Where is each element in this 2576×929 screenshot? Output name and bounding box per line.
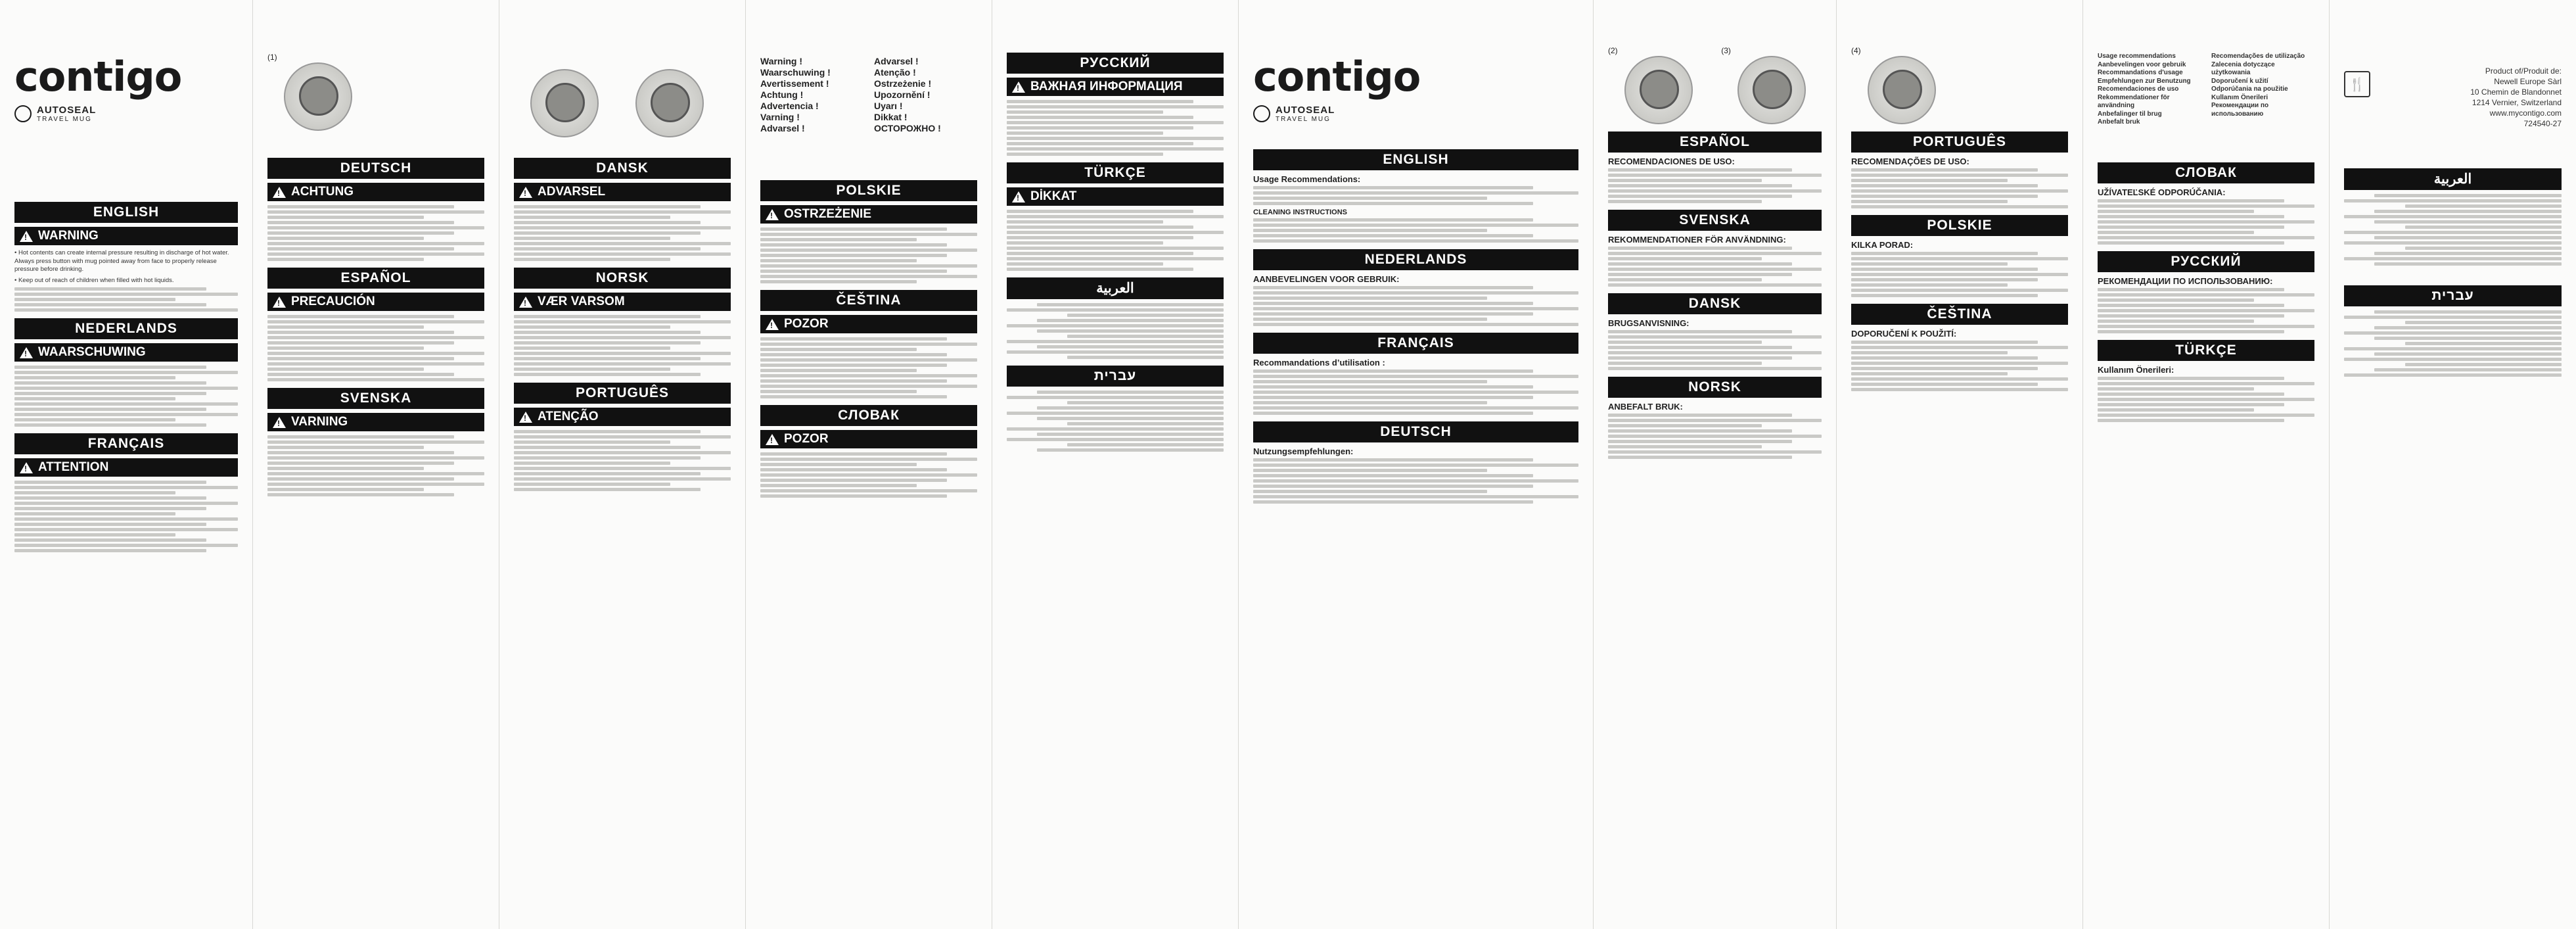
section-nederlands: NEDERLANDS <box>14 318 238 339</box>
section-svenska-usage: SVENSKA <box>1608 210 1822 231</box>
autoseal-icon <box>1253 105 1270 122</box>
section-espanol-usage: ESPAÑOL <box>1608 131 1822 153</box>
usage-title-pt: RECOMENDAÇÕES DE USO: <box>1851 156 1969 166</box>
brand-product-line: AUTOSEAL <box>37 105 97 116</box>
panel-usage-pt-pl-cs <box>1837 0 2083 929</box>
russian-warn-header: ! ВАЖНАЯ ИНФОРМАЦИЯ <box>1007 78 1224 96</box>
section-espanol: ESPAÑOL <box>267 268 484 289</box>
warning-icon <box>20 462 33 473</box>
brand-logo-2: contigo <box>1253 53 1421 101</box>
attention-header: ! ATTENTION <box>14 458 238 477</box>
section-russian-usage: РУССКИЙ <box>2098 251 2314 272</box>
warning-icon <box>766 319 779 330</box>
usage-title-es: RECOMENDACIONES DE USO: <box>1608 156 1735 166</box>
lid-illustration <box>1883 70 1922 109</box>
section-francais: FRANÇAIS <box>14 433 238 454</box>
panel-usage-en-nl-fr-de <box>1239 0 1594 929</box>
section-cestina: ČEŠTINA <box>760 290 977 311</box>
panel-de-es-sv <box>253 0 499 929</box>
warning-list-a: Warning ! Waarschuwing ! Avertissement ! Achtung ! Advertencia ! Varning ! Advarsel ! <box>760 56 831 133</box>
warning-header: ! WARNING <box>14 227 238 245</box>
warning-text-2: • Keep out of reach of children when filled with hot liquids. <box>14 276 174 284</box>
usage-title-no: ANBEFALT BRUK: <box>1608 402 1683 412</box>
figure-row-3: (4) <box>1851 46 2068 125</box>
warning-icon <box>273 297 286 308</box>
advarsel-header: ! ADVARSEL <box>514 183 731 201</box>
panel-usage-es-sv-da-no <box>1594 0 1837 929</box>
section-polskie-usage: POLSKIE <box>1851 215 2068 236</box>
warning-icon <box>766 434 779 445</box>
section-polskie: POLSKIE <box>760 180 977 201</box>
section-deutsch-usage: DEUTSCH <box>1253 421 1578 442</box>
warning-icon <box>20 347 33 358</box>
precaucion-header: ! PRECAUCIÓN <box>267 293 484 311</box>
brand-product-sub: TRAVEL MUG <box>37 116 92 123</box>
section-slovak-usage: СЛОВАК <box>2098 162 2314 183</box>
warning-icon <box>519 187 532 198</box>
usage-title-sv: REKOMMENDATIONER FÖR ANVÄNDNING: <box>1608 235 1786 245</box>
panel-back-ar-he <box>2330 0 2576 929</box>
section-russian: РУССКИЙ <box>1007 53 1224 74</box>
warning-icon <box>1012 191 1025 202</box>
vaer-varsom-header: ! VÆR VARSOM <box>514 293 731 311</box>
panel-cover <box>0 0 253 929</box>
usage-title-de: Nutzungsempfehlungen: <box>1253 446 1354 456</box>
section-nederlands-usage: NEDERLANDS <box>1253 249 1578 270</box>
usage-title-da: BRUGSANVISNING: <box>1608 318 1690 328</box>
dikkat-header: ! DİKKAT <box>1007 187 1224 206</box>
section-norsk: NORSK <box>514 268 731 289</box>
lid-illustration <box>651 83 690 122</box>
section-portugues: PORTUGUÊS <box>514 383 731 404</box>
achtung-header: ! ACHTUNG <box>267 183 484 201</box>
usage-title-fr: Recommandations d’utilisation : <box>1253 358 1385 368</box>
warning-icon <box>273 417 286 428</box>
panel-da-no-pt <box>499 0 746 929</box>
usage-lang-list-b: Recomendações de utilização Zalecenia dotyczące użytkowania Doporučení k užití Odporúčania na použitie Kullanım Önerileri Рекомендации по использованию <box>2211 53 2305 118</box>
figure-row <box>514 59 731 138</box>
section-portugues-usage: PORTUGUÊS <box>1851 131 2068 153</box>
section-svenska: SVENSKA <box>267 388 484 409</box>
brand-logo: contigo <box>14 53 182 101</box>
warning-text: • Hot contents can create internal pressure resulting in discharge of hot water. Always press button with mug pointed away from face to properly release pressure before drinking. <box>14 249 229 273</box>
section-arabic-usage: العربية <box>2344 168 2562 190</box>
usage-title-en: Usage Recommendations: <box>1253 174 1361 184</box>
brand-line <box>14 105 238 123</box>
warning-list-b: Advarsel ! Atenção ! Ostrzeżenie ! Upozornění ! Uyarı ! Dikkat ! ОСТОРОЖНО ! <box>874 56 941 133</box>
cleaning-title-en: CLEANING INSTRUCTIONS <box>1253 208 1347 216</box>
atencao-header: ! ATENÇÃO <box>514 408 731 426</box>
pozor2-header: ! POZOR <box>760 430 977 448</box>
symbols-row <box>2344 71 2370 129</box>
warning-icon <box>519 297 532 308</box>
section-turkce: TÜRKÇE <box>1007 162 1224 183</box>
usage-languages <box>2098 53 2314 130</box>
autoseal-icon <box>14 105 32 122</box>
lid-illustration <box>1640 70 1679 109</box>
section-francais-usage: FRANÇAIS <box>1253 333 1578 354</box>
figure-1: (1) <box>267 53 484 131</box>
warning-icon <box>766 209 779 220</box>
varning-header: ! VARNING <box>267 413 484 431</box>
section-english-usage: ENGLISH <box>1253 149 1578 170</box>
figure-row-2: (2) (3) <box>1608 46 1822 125</box>
lid-illustration <box>545 83 585 122</box>
warning-icon <box>1012 82 1025 93</box>
section-dansk: DANSK <box>514 158 731 179</box>
usage-title-ru: РЕКОМЕНДАЦИИ ПО ИСПОЛЬЗОВАНИЮ: <box>2098 275 2273 286</box>
warning-icon <box>519 412 532 423</box>
fork-glass-icon: 🍴 <box>2344 71 2370 97</box>
section-cestina-usage: ČEŠTINA <box>1851 304 2068 325</box>
lid-illustration <box>1753 70 1792 109</box>
ostrzezenie-header: ! OSTRZEŻENIE <box>760 205 977 224</box>
section-hebrew-usage: עברית <box>2344 285 2562 306</box>
pozor-header: ! POZOR <box>760 315 977 333</box>
brand-line-2: AUTOSEAL TRAVEL MUG <box>1253 105 1578 123</box>
section-norsk-usage: NORSK <box>1608 377 1822 398</box>
section-deutsch: DEUTSCH <box>267 158 484 179</box>
section-arabic: العربية <box>1007 277 1224 299</box>
usage-title-pl: KILKA PORAD: <box>1851 240 1914 250</box>
section-slovak: СЛОВАК <box>760 405 977 426</box>
warning-icon <box>273 187 286 198</box>
panel-pl-cs-sk <box>746 0 992 929</box>
warning-icon <box>20 231 33 242</box>
panel-usage-sk-ru-tr <box>2083 0 2330 929</box>
section-hebrew: עברית <box>1007 366 1224 387</box>
usage-title-nl: AANBEVELINGEN VOOR GEBRUIK: <box>1253 274 1400 284</box>
waarschuwing-header: ! WAARSCHUWING <box>14 343 238 362</box>
section-turkce-usage: TÜRKÇE <box>2098 340 2314 361</box>
usage-lang-list-a: Usage recommendations Aanbevelingen voor gebruik Recommandations d'usage Empfehlungen zur Benutzung Recomendaciones de uso Rekommendationer för användning Anbefalinger til brug Anbefalt bruk <box>2098 53 2191 126</box>
lid-illustration <box>299 76 338 116</box>
usage-title-tr: Kullanım Önerileri: <box>2098 364 2174 375</box>
usage-title-cs: DOPORUČENÍ K POUŽITÍ: <box>1851 329 1957 339</box>
warning-languages <box>760 56 977 134</box>
section-dansk-usage: DANSK <box>1608 293 1822 314</box>
usage-title-sk: UŽÍVATEĽSKÉ ODPORÚČANIA: <box>2098 187 2226 197</box>
panel-ru-tr-ar-he <box>992 0 1239 929</box>
product-info: Product of/Produit de: Newell Europe Sàrl 10 Chemin de Blandonnet 1214 Vernier, Switzerland www.mycontigo.com 724540-27 <box>2470 66 2562 128</box>
section-english: ENGLISH <box>14 202 238 223</box>
